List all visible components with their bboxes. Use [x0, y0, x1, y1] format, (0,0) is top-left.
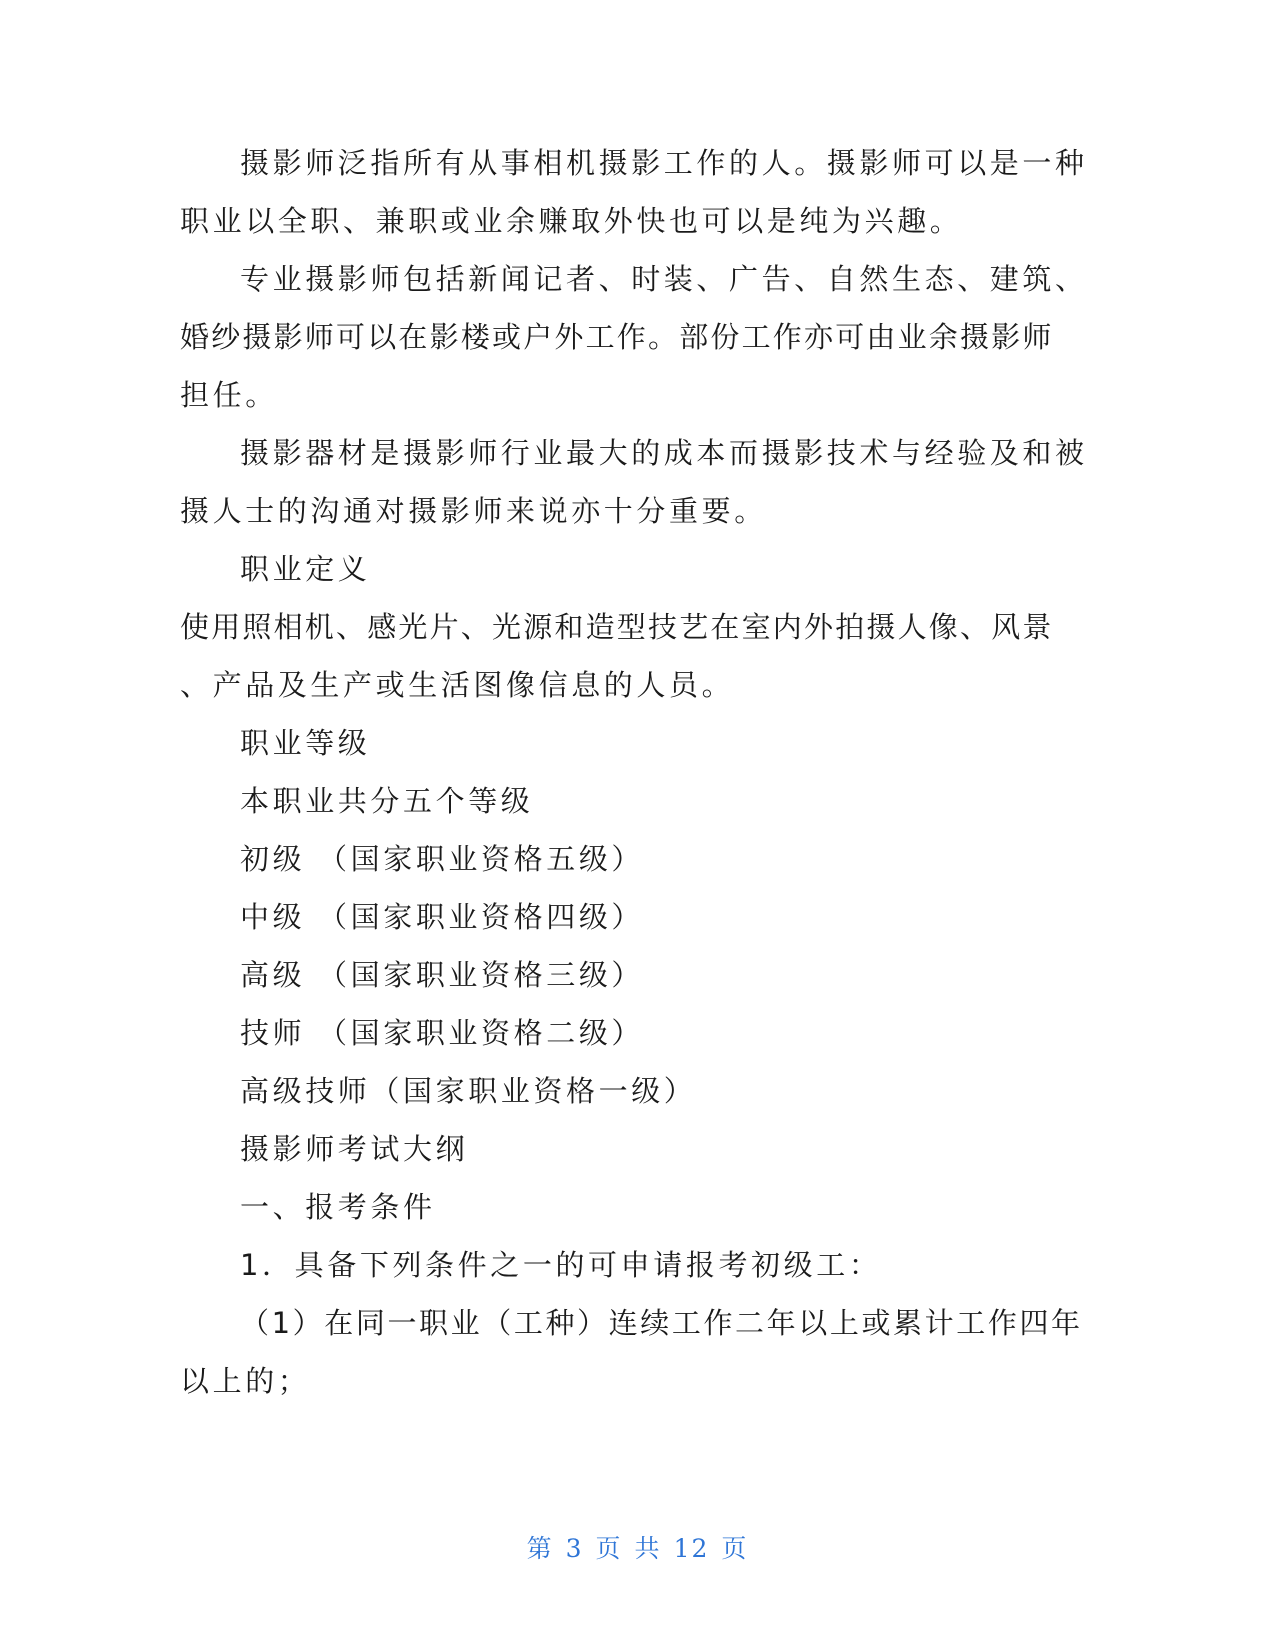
footer-total-number: 12 — [673, 1534, 710, 1563]
footer-page-number: 3 — [565, 1534, 584, 1563]
level-item: 高级 （国家职业资格三级） — [240, 958, 645, 992]
paragraph-line: 摄人士的沟通对摄影师来说亦十分重要。 — [180, 494, 767, 528]
level-item: 初级 （国家职业资格五级） — [240, 842, 645, 876]
paragraph-line: 专业摄影师包括新闻记者、时装、广告、自然生态、建筑、 — [240, 262, 1088, 296]
paragraph-line: （1）在同一职业（工种）连续工作二年以上或累计工作四年 — [240, 1306, 1083, 1340]
level-item: 高级技师（国家职业资格一级） — [240, 1074, 697, 1108]
footer-page-unit: 页 — [595, 1534, 623, 1563]
paragraph-line: 摄影器材是摄影师行业最大的成本而摄影技术与经验及和被 — [240, 436, 1088, 470]
paragraph-line: 、产品及生产或生活图像信息的人员。 — [180, 668, 735, 702]
level-item: 中级 （国家职业资格四级） — [240, 900, 645, 934]
footer-total-word: 共 — [634, 1534, 662, 1563]
section-heading: 一、报考条件 — [240, 1190, 436, 1224]
paragraph-line: 担任。 — [180, 378, 278, 412]
paragraph-line: 摄影师泛指所有从事相机摄影工作的人。摄影师可以是一种 — [240, 146, 1088, 180]
paragraph-line: 1．具备下列条件之一的可申请报考初级工： — [240, 1248, 882, 1282]
footer-total-unit: 页 — [721, 1534, 749, 1563]
paragraph-line: 职业以全职、兼职或业余赚取外快也可以是纯为兴趣。 — [180, 204, 963, 238]
paragraph-line: 以上的； — [180, 1364, 311, 1398]
level-item: 技师 （国家职业资格二级） — [240, 1016, 645, 1050]
section-heading: 摄影师考试大纲 — [240, 1132, 469, 1166]
page-footer — [0, 1529, 1275, 1565]
paragraph-line: 婚纱摄影师可以在影楼或户外工作。部份工作亦可由业余摄影师 — [180, 320, 1054, 354]
paragraph-line: 使用照相机、感光片、光源和造型技艺在室内外拍摄人像、风景 — [180, 610, 1054, 644]
section-heading: 职业等级 — [240, 726, 371, 760]
section-heading: 职业定义 — [240, 552, 371, 586]
paragraph-line: 本职业共分五个等级 — [240, 784, 534, 818]
footer-page-word: 第 — [526, 1534, 554, 1563]
